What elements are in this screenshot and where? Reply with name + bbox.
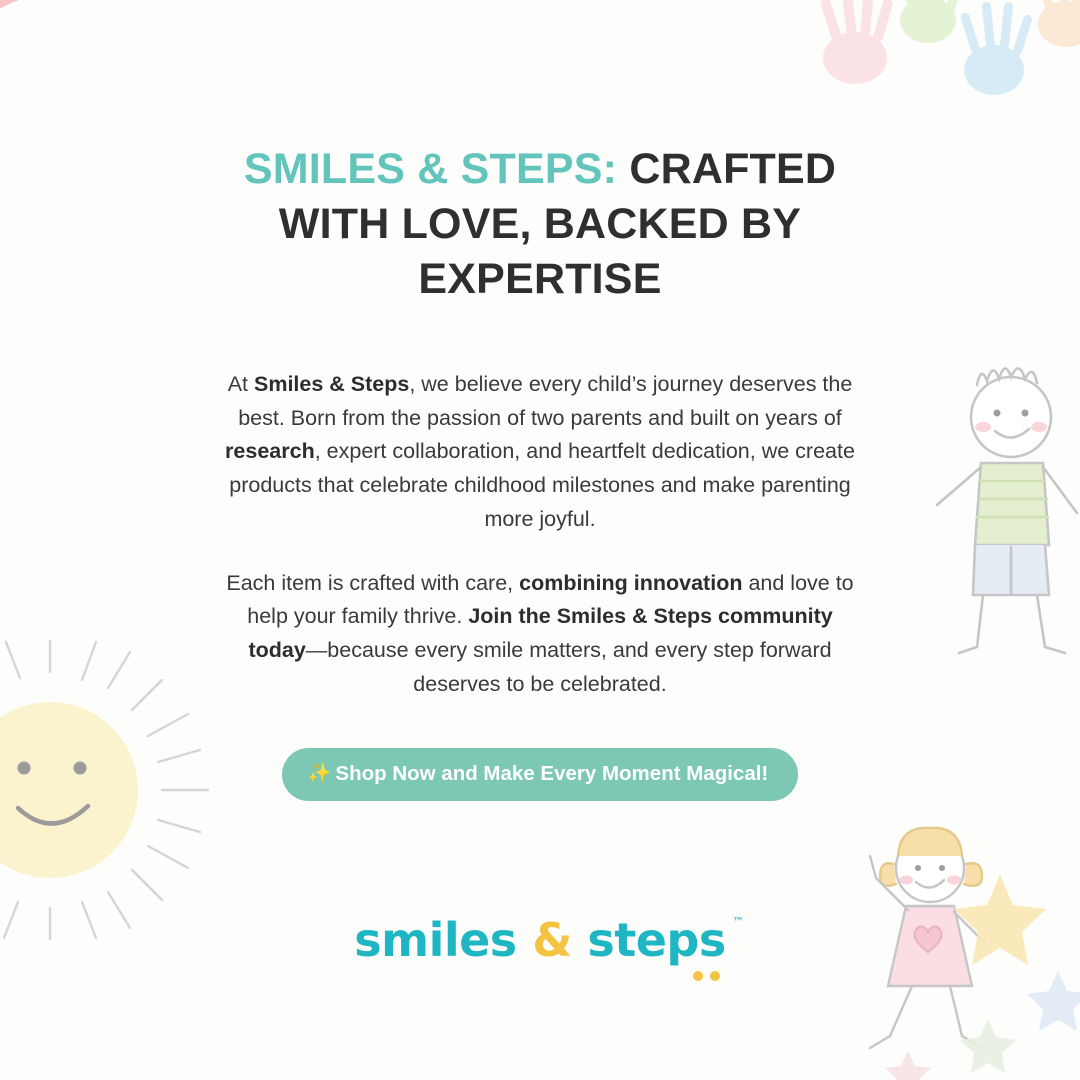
paragraph-2 xyxy=(220,567,860,702)
p2-join: Join the Smiles & Steps community today xyxy=(248,604,833,663)
p1-text-e: , expert collaboration, and heartfelt dedication, we create products that celebrate childhood milestones and make parenting more joyful. xyxy=(229,439,855,531)
p2-text-e: —because every smile matters, and every step forward deserves to be celebrated. xyxy=(305,638,832,696)
body-copy xyxy=(220,368,860,702)
shop-now-button[interactable] xyxy=(282,748,799,801)
cta-area xyxy=(220,748,860,801)
paragraph-1 xyxy=(220,368,860,537)
p1-brand: Smiles & Steps xyxy=(253,371,410,396)
brand-logo xyxy=(354,895,744,985)
shop-now-label: Shop Now and Make Every Moment Magical! xyxy=(335,761,769,785)
p2-innovation: combining innovation xyxy=(519,570,743,595)
p2-text-c: and love to help your family thrive. xyxy=(247,570,854,629)
trademark-symbol: ™ xyxy=(732,915,744,929)
p1-text-c: , we believe every child’s journey deserves the best. Born from the passion of two parents and built on years of xyxy=(238,371,853,430)
sparkle-icon: ✨ xyxy=(307,763,332,785)
p1-research: research xyxy=(225,439,315,464)
p1-text-a: At xyxy=(227,371,254,396)
logo-dots-icon xyxy=(693,971,720,981)
headline-brand: SMILES & STEPS: xyxy=(243,145,618,193)
logo-word-steps: steps xyxy=(587,913,726,967)
logo-ampersand: & xyxy=(516,913,588,967)
headline-rest: CRAFTED WITH LOVE, BACKED BY EXPERTISE xyxy=(278,145,837,304)
logo-wordmark xyxy=(354,913,744,967)
page-title xyxy=(220,142,860,307)
logo-word-smiles: smiles xyxy=(354,913,517,967)
p2-text-a: Each item is crafted with care, xyxy=(226,570,520,595)
